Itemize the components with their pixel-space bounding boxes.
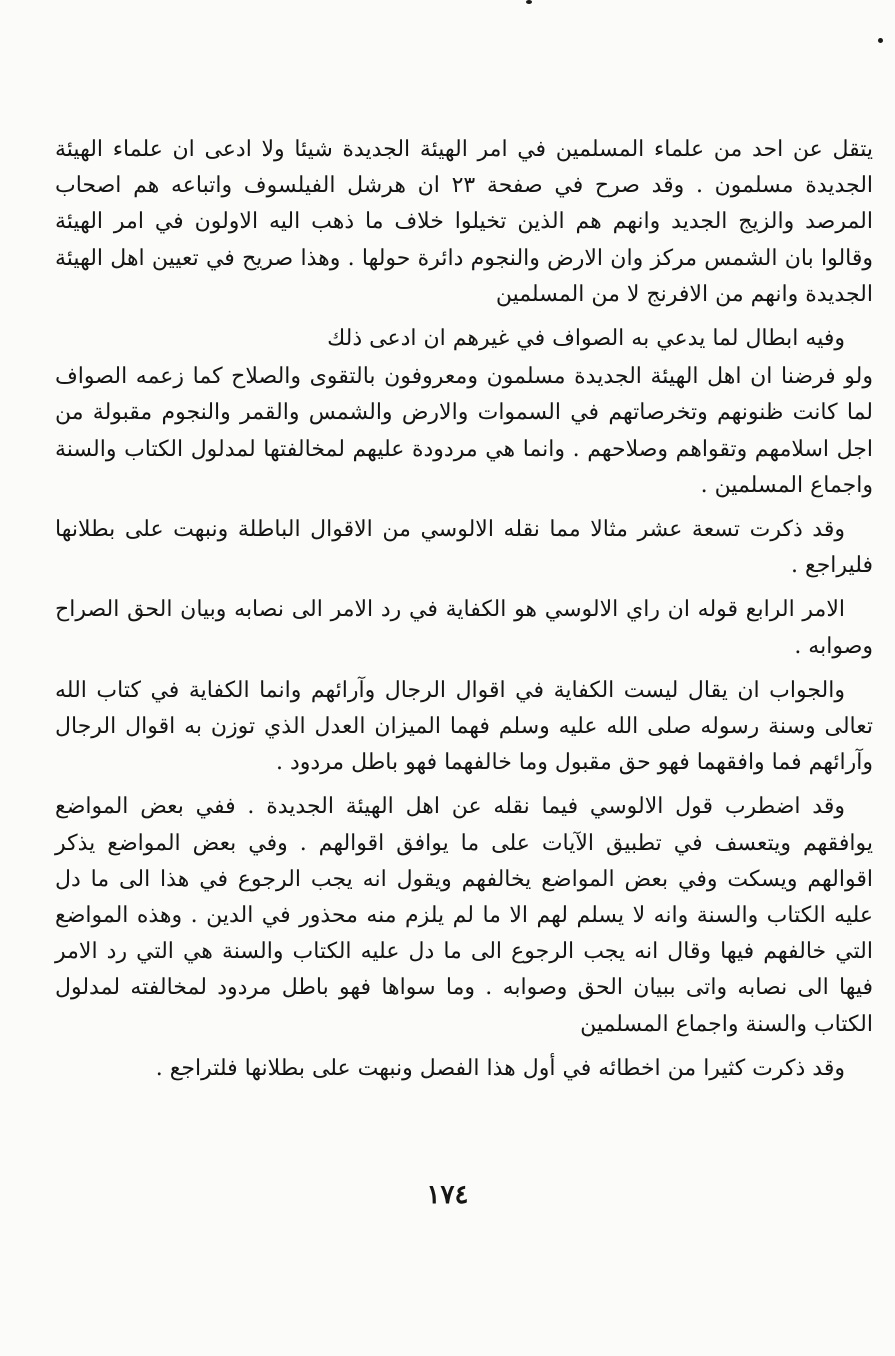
ink-speck — [526, 0, 532, 4]
paragraph: الامر الرابع قوله ان راي الالوسي هو الكفاية في رد الامر الى نصابه وبيان الحق الصراح وصوابه . — [55, 597, 873, 659]
paragraph: والجواب ان يقال ليست الكفاية في اقوال الرجال وآرائهم وانما الكفاية في كتاب الله تعالى وسنة رسوله صلى الله عليه وسلم فهما الميزان العدل الذي توزن به اقوال الرجال وآرائهم فما وافقهما فهو حق مقبول وما خالفهما فهو باطل مردود . — [55, 677, 873, 776]
body-text — [55, 132, 873, 1095]
ink-speck — [878, 38, 883, 43]
paragraph: وقد ذكرت تسعة عشر مثالا مما نقله الالوسي من الاقوال الباطلة ونبهت على بطلانها فليراجع . — [55, 517, 873, 579]
paragraph: يتقل عن احد من علماء المسلمين في امر الهيئة الجديدة شيئا ولا ادعى ان علماء الهيئة الجديدة مسلمون . وقد صرح في صفحة ٢٣ ان هرشل الفيلسوف واتباعه هم اصحاب المرصد والزيج الجديد وانهم هم الذين تخيلوا خلاف ما ذهب اليه الاولون في امر الهيئة وقالوا بان الشمس مركز وان الارض والنجوم دائرة حولها . وهذا صريح في تعيين اهل الهيئة الجديدة وانهم من الافرنج لا من المسلمين — [55, 137, 874, 307]
paragraph: وقد اضطرب قول الالوسي فيما نقله عن اهل الهيئة الجديدة . ففي بعض المواضع يوافقهم ويتعسف في تطبيق الآيات على ما يوافق اقوالهم . وفي بعض المواضع يذكر اقوالهم ويسكت وفي بعض المواضع يخالفهم ويقول انه يجب الرجوع في هذا الى ما دل عليه الكتاب والسنة وانه لا يسلم لهم الا ما لم يلزم منه محذور في الدين . وهذه المواضع التي خالفهم فيها وقال انه يجب الرجوع الى ما دل عليه الكتاب والسنة هي التي رد الامر فيها الى نصابه واتى ببيان الحق وصوابه . وما سواها فهو باطل مردود لمخالفته لمدلول الكتاب والسنة واجماع المسلمين — [55, 794, 873, 1037]
paragraph: وقد ذكرت كثيرا من اخطائه في أول هذا الفصل ونبهت على بطلانها فلتراجع . — [155, 1055, 845, 1081]
paragraph: ولو فرضنا ان اهل الهيئة الجديدة مسلمون ومعروفون بالتقوى والصلاح كما زعمه الصواف لما كانت ظنونهم وتخرصاتهم في السموات والارض والشمس والقمر والنجوم مقبولة من اجل اسلامهم وتقواهم وصلاحهم . وانما هي مردودة عليهم لمخالفتها لمدلول الكتاب والسنة واجماع المسلمين . — [55, 364, 873, 498]
paragraph: وفيه ابطال لما يدعي به الصواف في غيرهم ان ادعى ذلك — [327, 326, 845, 352]
page-number: ١٧٤ — [426, 1180, 469, 1210]
